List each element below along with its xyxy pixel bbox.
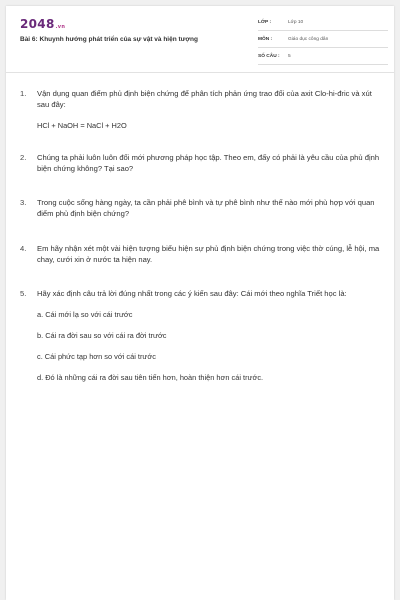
answer-option-c: c. Cái phức tạp hơn so với cái trước [37, 352, 156, 361]
lesson-title: Bài 6: Khuynh hướng phát triển của sự vật và hiện tượng [20, 36, 198, 43]
worksheet-header [6, 6, 394, 70]
header-divider [6, 72, 394, 73]
meta-label: LỚP : [258, 20, 272, 25]
meta-label: SỐ CÂU : [258, 54, 280, 59]
meta-value: Giáo dục công dân [288, 37, 329, 42]
question-4 [20, 243, 382, 265]
question-text: Em hãy nhận xét một vài hiện tượng biểu hiện sự phủ định biện chứng trong việc thờ cúng, lễ hội, ma chay, cưới xin ở nước ta hiện nay. [37, 244, 380, 264]
meta-info [258, 16, 388, 65]
logo-suffix: .vn [55, 24, 66, 30]
question-number: 5. [20, 289, 27, 298]
meta-value: Lớp 10 [288, 20, 304, 25]
question-number: 1. [20, 89, 27, 98]
meta-value: 5 [288, 54, 291, 59]
question-number: 3. [20, 198, 27, 207]
question-text: Vận dụng quan điểm phủ định biện chứng để phân tích phản ứng trao đổi của axit Clo-hi-đric và xút sau đây: [37, 89, 372, 109]
question-formula: HCl + NaOH = NaCl + H2O [37, 121, 127, 130]
question-1 [20, 88, 382, 131]
answer-option-b: b. Cái ra đời sau so với cái ra đời trước [37, 331, 167, 340]
question-number: 4. [20, 244, 27, 253]
question-5 [20, 288, 382, 383]
question-list [20, 88, 382, 383]
answer-option-a: a. Cái mới lạ so với cái trước [37, 310, 133, 319]
meta-row-class [258, 16, 388, 31]
question-3 [20, 197, 382, 219]
site-logo[interactable] [20, 17, 65, 31]
meta-row-subject [258, 33, 388, 48]
meta-row-count [258, 50, 388, 65]
question-2 [20, 152, 382, 174]
question-text: Trong cuộc sống hàng ngày, ta cần phải phê bình và tự phê bình như thế nào mới phù hợp với quan điểm phủ định biện chứng? [37, 198, 375, 218]
logo-text: 2048 [20, 17, 55, 31]
question-text: Chúng ta phải luôn luôn đổi mới phương pháp học tập. Theo em, đấy có phải là yêu cầu của phủ định biện chứng không? Tại sao? [37, 153, 380, 173]
worksheet-page [6, 6, 394, 600]
answer-option-d: d. Đó là những cái ra đời sau tiên tiến hơn, hoàn thiện hơn cái trước. [37, 373, 264, 382]
meta-label: MÔN : [258, 37, 273, 42]
question-number: 2. [20, 153, 27, 162]
question-text: Hãy xác định câu trả lời đúng nhất trong các ý kiến sau đây: Cái mới theo nghĩa Triết học là: [37, 289, 347, 298]
